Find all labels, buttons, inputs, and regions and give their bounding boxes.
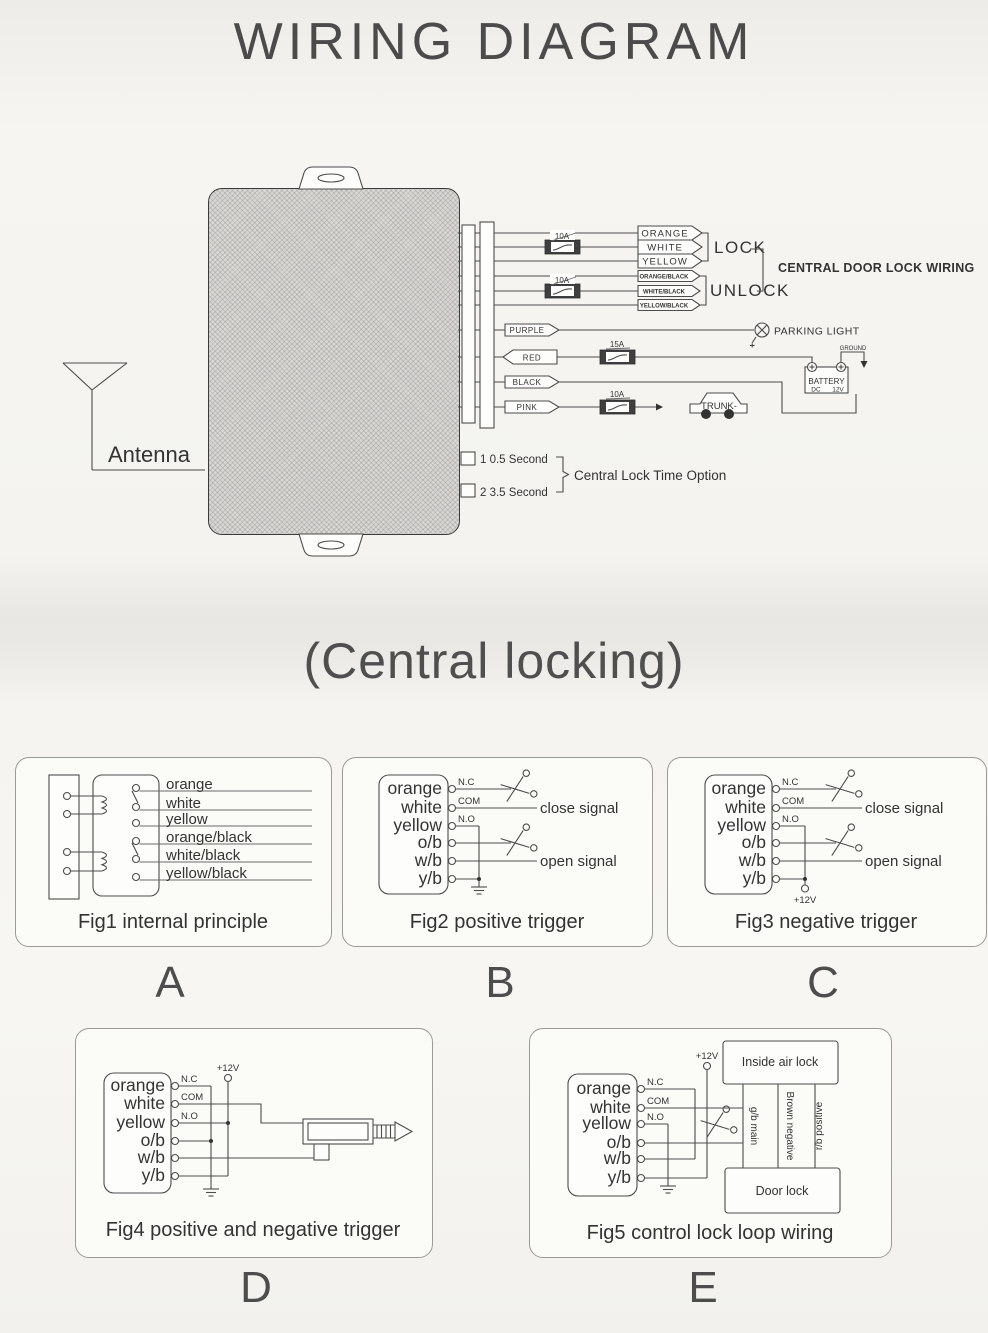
fig2-wire-label: yellow (393, 815, 442, 835)
battery-label: BATTERY (808, 377, 845, 386)
fuse-pink-icon (600, 390, 635, 414)
fig3-power-terminal (802, 885, 809, 892)
fig5-wire-label: white (590, 1097, 631, 1117)
parking-light-label: PARKING LIGHT (774, 325, 860, 338)
fig2-wire-label: w/b (414, 850, 442, 870)
lock-label: LOCK (714, 238, 767, 257)
fig4-wire-label: o/b (140, 1130, 165, 1150)
letter-b: B (485, 958, 515, 1007)
fig4-terminal-nc: N.C (181, 1074, 198, 1085)
brown-negative-label: Brown negative (784, 1091, 795, 1161)
fig3-power-label: +12V (793, 895, 817, 906)
fig3-terminal-nc: N.C (782, 777, 799, 788)
fig3-wire-label: yellow (717, 815, 766, 835)
fig1-caption: Fig1 internal principle (77, 911, 269, 933)
fig1-wire-label: orange (166, 776, 213, 793)
figure-box-fig3 (667, 757, 987, 947)
antenna-label: Antenna (108, 442, 190, 467)
parking-light-icon (750, 323, 769, 348)
fig5-terminal-com: COM (647, 1096, 670, 1107)
fuse-unlock-icon (545, 274, 580, 298)
figure-box-fig4 (75, 1028, 433, 1258)
fig3-wire-label: orange (711, 778, 766, 798)
wire-tag-yellow: YELLOW (642, 256, 688, 268)
connector-strip-1 (462, 225, 475, 423)
wire-tag-white-black: WHITE/BLACK (643, 289, 685, 296)
time-option-2-label: 2 3.5 Second (480, 487, 548, 499)
door-lock-actuator-icon (303, 1119, 412, 1160)
letter-c: C (807, 958, 839, 1007)
fig2-close-signal-label: close signal (540, 800, 619, 817)
ground-label: GROUND (839, 346, 867, 352)
fig5-wire-label: w/b (603, 1148, 631, 1168)
fuse-lock-icon (545, 230, 580, 254)
fig1-wire-label: yellow/black (166, 865, 247, 882)
inside-air-lock-label: Inside air lock (741, 1055, 819, 1069)
purple-wire-label: PURPLE (509, 326, 545, 335)
fig4-wire-label: orange (110, 1075, 165, 1095)
fig5-wire-label: yellow (582, 1113, 631, 1133)
pink-wire-label: PINK (516, 403, 538, 412)
fig5-caption: Fig5 control lock loop wiring (586, 1222, 834, 1244)
fig1-wire-label: white (166, 795, 202, 812)
black-wire-label: BLACK (512, 378, 542, 387)
fig4-terminal-com: COM (181, 1092, 204, 1103)
fig3-terminal-no: N.O (782, 814, 799, 825)
fig1-wire-label: white/black (166, 847, 241, 864)
fig3-wire-label: o/b (741, 832, 766, 852)
fig2-wire-label: white (401, 797, 442, 817)
red-wire-label: RED (522, 353, 542, 363)
unlock-wire-tags (638, 271, 700, 311)
fuse-red-icon (600, 340, 635, 364)
fig3-close-signal-label: close signal (865, 800, 944, 817)
scissors-icon (824, 769, 863, 806)
wire-tag-white: WHITE (647, 242, 683, 254)
wire-tag-yellow-black: YELLOW/BLACK (639, 303, 689, 310)
gb-main-label: g/b main (748, 1106, 759, 1146)
fig3-caption: Fig3 negative trigger (734, 911, 918, 933)
time-option-checkbox-2 (461, 484, 475, 497)
fuse-pink-label: 10A (609, 390, 625, 399)
fig2-wire-label: y/b (418, 868, 442, 888)
fig2-terminals (449, 786, 456, 883)
fig4-wire-label: w/b (137, 1147, 165, 1167)
trunk-car-icon (690, 393, 747, 419)
fig3-terminal-com: COM (782, 796, 805, 807)
time-option-label: Central Lock Time Option (574, 468, 727, 483)
fig4-wire-label: y/b (141, 1165, 165, 1185)
fig4-caption: Fig4 positive and negative trigger (105, 1219, 401, 1241)
fig2-terminal-nc: N.C (458, 777, 475, 788)
fig4-power-label: +12V (216, 1063, 240, 1074)
time-option-bracket (556, 457, 569, 492)
fig5-wire-label: o/b (606, 1132, 631, 1152)
fuse-red-label: 15A (609, 340, 625, 349)
rb-positive-label: r/b positive (814, 1101, 825, 1151)
fig5-terminals (638, 1086, 645, 1182)
fig2-terminal-com: COM (458, 796, 481, 807)
figure-box-fig5 (529, 1028, 892, 1258)
fig3-wire-label: w/b (738, 850, 766, 870)
main-wiring-diagram (0, 0, 988, 630)
time-option-1-label: 1 0.5 Second (480, 454, 548, 466)
fuse-lock-label: 10A (554, 232, 570, 241)
fig4-wire-label: yellow (116, 1112, 165, 1132)
arrow-icon (656, 404, 663, 411)
fig3-wire-label: y/b (742, 868, 766, 888)
fig1-wire-label: orange/black (166, 829, 252, 846)
fig2-terminal-no: N.O (458, 814, 475, 825)
fig3-wire-label: white (725, 797, 766, 817)
trunk-label: TRUNK- (701, 401, 737, 412)
unlock-bracket (700, 276, 706, 305)
fig4-terminal-no: N.O (181, 1111, 198, 1122)
fuse-unlock-label: 10A (554, 276, 570, 285)
battery-12v-label: 12V (832, 386, 844, 394)
fig2-caption: Fig2 positive trigger (409, 911, 585, 933)
battery-icon (805, 363, 848, 394)
page-title: WIRING DIAGRAM (233, 13, 755, 71)
scissors-icon (699, 1105, 738, 1142)
fig3-terminals (773, 786, 780, 883)
letter-e: E (688, 1263, 718, 1312)
central-locking-heading: (Central locking) (303, 633, 685, 689)
unlock-label: UNLOCK (710, 281, 790, 300)
fig4-power-terminal (225, 1075, 232, 1082)
fig5-power-label: +12V (695, 1051, 719, 1062)
fig5-terminal-nc: N.C (647, 1077, 664, 1088)
mounting-tab-bottom-slot (318, 541, 344, 549)
fig4-terminals (172, 1083, 179, 1180)
central-door-lock-wiring-label: CENTRAL DOOR LOCK WIRING (778, 261, 975, 275)
scissors-icon (499, 769, 538, 806)
connector-strip-2 (480, 222, 494, 428)
fig5-wire-label: y/b (607, 1167, 631, 1187)
figure-box-fig1 (15, 757, 332, 947)
letter-d: D (240, 1263, 272, 1312)
wire-tag-orange: ORANGE (641, 228, 689, 240)
scissors-icon (824, 823, 863, 860)
fig4-wire-label: white (124, 1093, 165, 1113)
fig2-wire-label: orange (387, 778, 442, 798)
fig5-power-terminal (704, 1063, 711, 1070)
figure-box-fig2 (342, 757, 653, 947)
battery-dc-label: DC (811, 386, 821, 394)
fig1-wire-label: yellow (166, 811, 208, 828)
fig5-wire-label: orange (576, 1078, 631, 1098)
lock-wire-tags (638, 226, 702, 268)
fig5-terminal-no: N.O (647, 1112, 664, 1123)
fig2-open-signal-label: open signal (540, 853, 617, 870)
mounting-tab-top-slot (318, 174, 344, 182)
wire-tag-orange-black: ORANGE/BLACK (639, 274, 689, 281)
door-lock-label: Door lock (755, 1184, 809, 1198)
fig2-wire-label: o/b (417, 832, 442, 852)
fig1-relay-block (93, 775, 159, 896)
time-option-checkbox-1 (461, 452, 475, 465)
fig3-open-signal-label: open signal (865, 853, 942, 870)
scissors-icon (499, 823, 538, 860)
letter-a: A (155, 958, 185, 1007)
